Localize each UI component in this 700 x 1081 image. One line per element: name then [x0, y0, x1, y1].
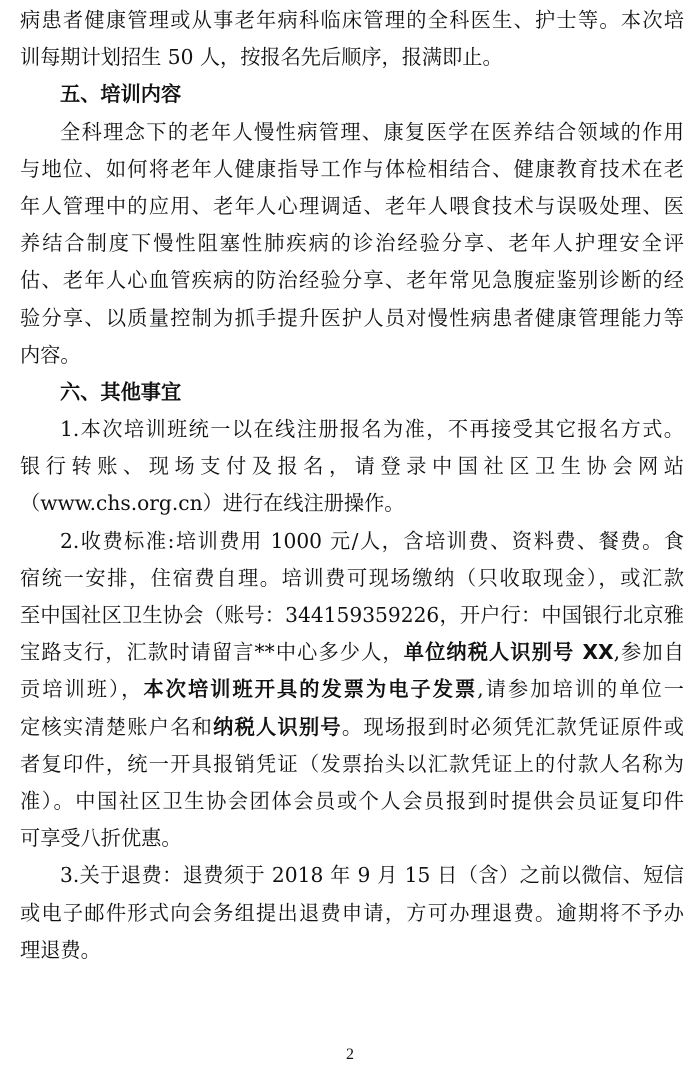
item2-line [20, 634, 684, 671]
item2-text: 定核实清楚账户名和 [20, 714, 214, 739]
item2-text: 贡培训班）， [20, 677, 144, 702]
paragraph-line: 内容。 [20, 342, 81, 367]
item3-line: 理退费。 [20, 937, 101, 962]
item2-line: 2.收费标准:培训费用 1000 元/人，含培训费、资料费、餐费。食 [60, 528, 684, 553]
item1-line: 银行转账、现场支付及报名，请登录中国社区卫生协会网站 [20, 454, 684, 479]
item2-line: 至中国社区卫生协会（账号：344159359226，开户行：中国银行北京雅 [20, 603, 684, 627]
page-number: 2 [346, 1046, 354, 1063]
item2-line [20, 671, 684, 708]
item3-line: 或电子邮件形式向会务组提出退费申请，方可办理退费。逾期将不予办 [20, 900, 684, 925]
document-body [20, 2, 684, 969]
item2-line: 可享受八折优惠。 [20, 826, 182, 851]
electronic-invoice-bold: 本次培训班开具的发票为电子发票 [143, 677, 478, 702]
item2-text: 。现场报到时必须凭汇款凭证原件或 [341, 714, 684, 739]
section-heading-training-content: 五、培训内容 [60, 82, 182, 107]
item1-line: 1.本次培训班统一以在线注册报名为准，不再接受其它报名方式。 [60, 417, 684, 442]
item2-line [20, 709, 684, 746]
paragraph-line: 与地位、如何将老年人健康指导工作与体检相结合、健康教育技术在老 [20, 156, 684, 181]
paragraph-line: 估、老年人心血管疾病的防治经验分享、老年常见急腹症鉴别诊断的经 [20, 268, 684, 293]
paragraph-line: 年人管理中的应用、老年人心理调适、老年人喂食技术与误吸处理、医 [20, 193, 684, 218]
paragraph-line: 验分享、以质量控制为抓手提升医护人员对慢性病患者健康管理能力等 [20, 305, 684, 330]
taxpayer-number-bold: 纳税人识别号 [213, 714, 342, 739]
paragraph-line: 养结合制度下慢性阻塞性肺疾病的诊治经验分享、老年人护理安全评 [20, 231, 684, 256]
item1-line: （www.chs.org.cn）进行在线注册操作。 [20, 491, 405, 516]
item2-text: 宝路支行，汇款时请留言**中心多少人， [20, 640, 404, 665]
item2-line: 宿统一安排，住宿费自理。培训费可现场缴纳（只收取现金），或汇款 [20, 565, 684, 590]
item2-text: ,请参加培训的单位一 [477, 677, 684, 702]
item2-line: 者复印件，统一开具报销凭证（发票抬头以汇款凭证上的付款人名称为 [20, 751, 684, 776]
section-heading-other-matters: 六、其他事宜 [60, 379, 182, 404]
item2-text: ,参加自 [613, 640, 684, 665]
intro-line: 病患者健康管理或从事老年病科临床管理的全科医生、护士等。本次培 [20, 8, 684, 32]
taxpayer-id-bold: 单位纳税人识别号 XX [403, 640, 614, 665]
intro-line: 训每期计划招生 50 人，按报名先后顺序，报满即止。 [20, 45, 503, 70]
paragraph-line: 全科理念下的老年人慢性病管理、康复医学在医养结合领域的作用 [60, 119, 684, 144]
item3-line: 3.关于退费：退费须于 2018 年 9 月 15 日（含）之前以微信、短信 [60, 863, 684, 888]
item2-line: 准）。中国社区卫生协会团体会员或个人会员报到时提供会员证复印件 [20, 788, 684, 813]
